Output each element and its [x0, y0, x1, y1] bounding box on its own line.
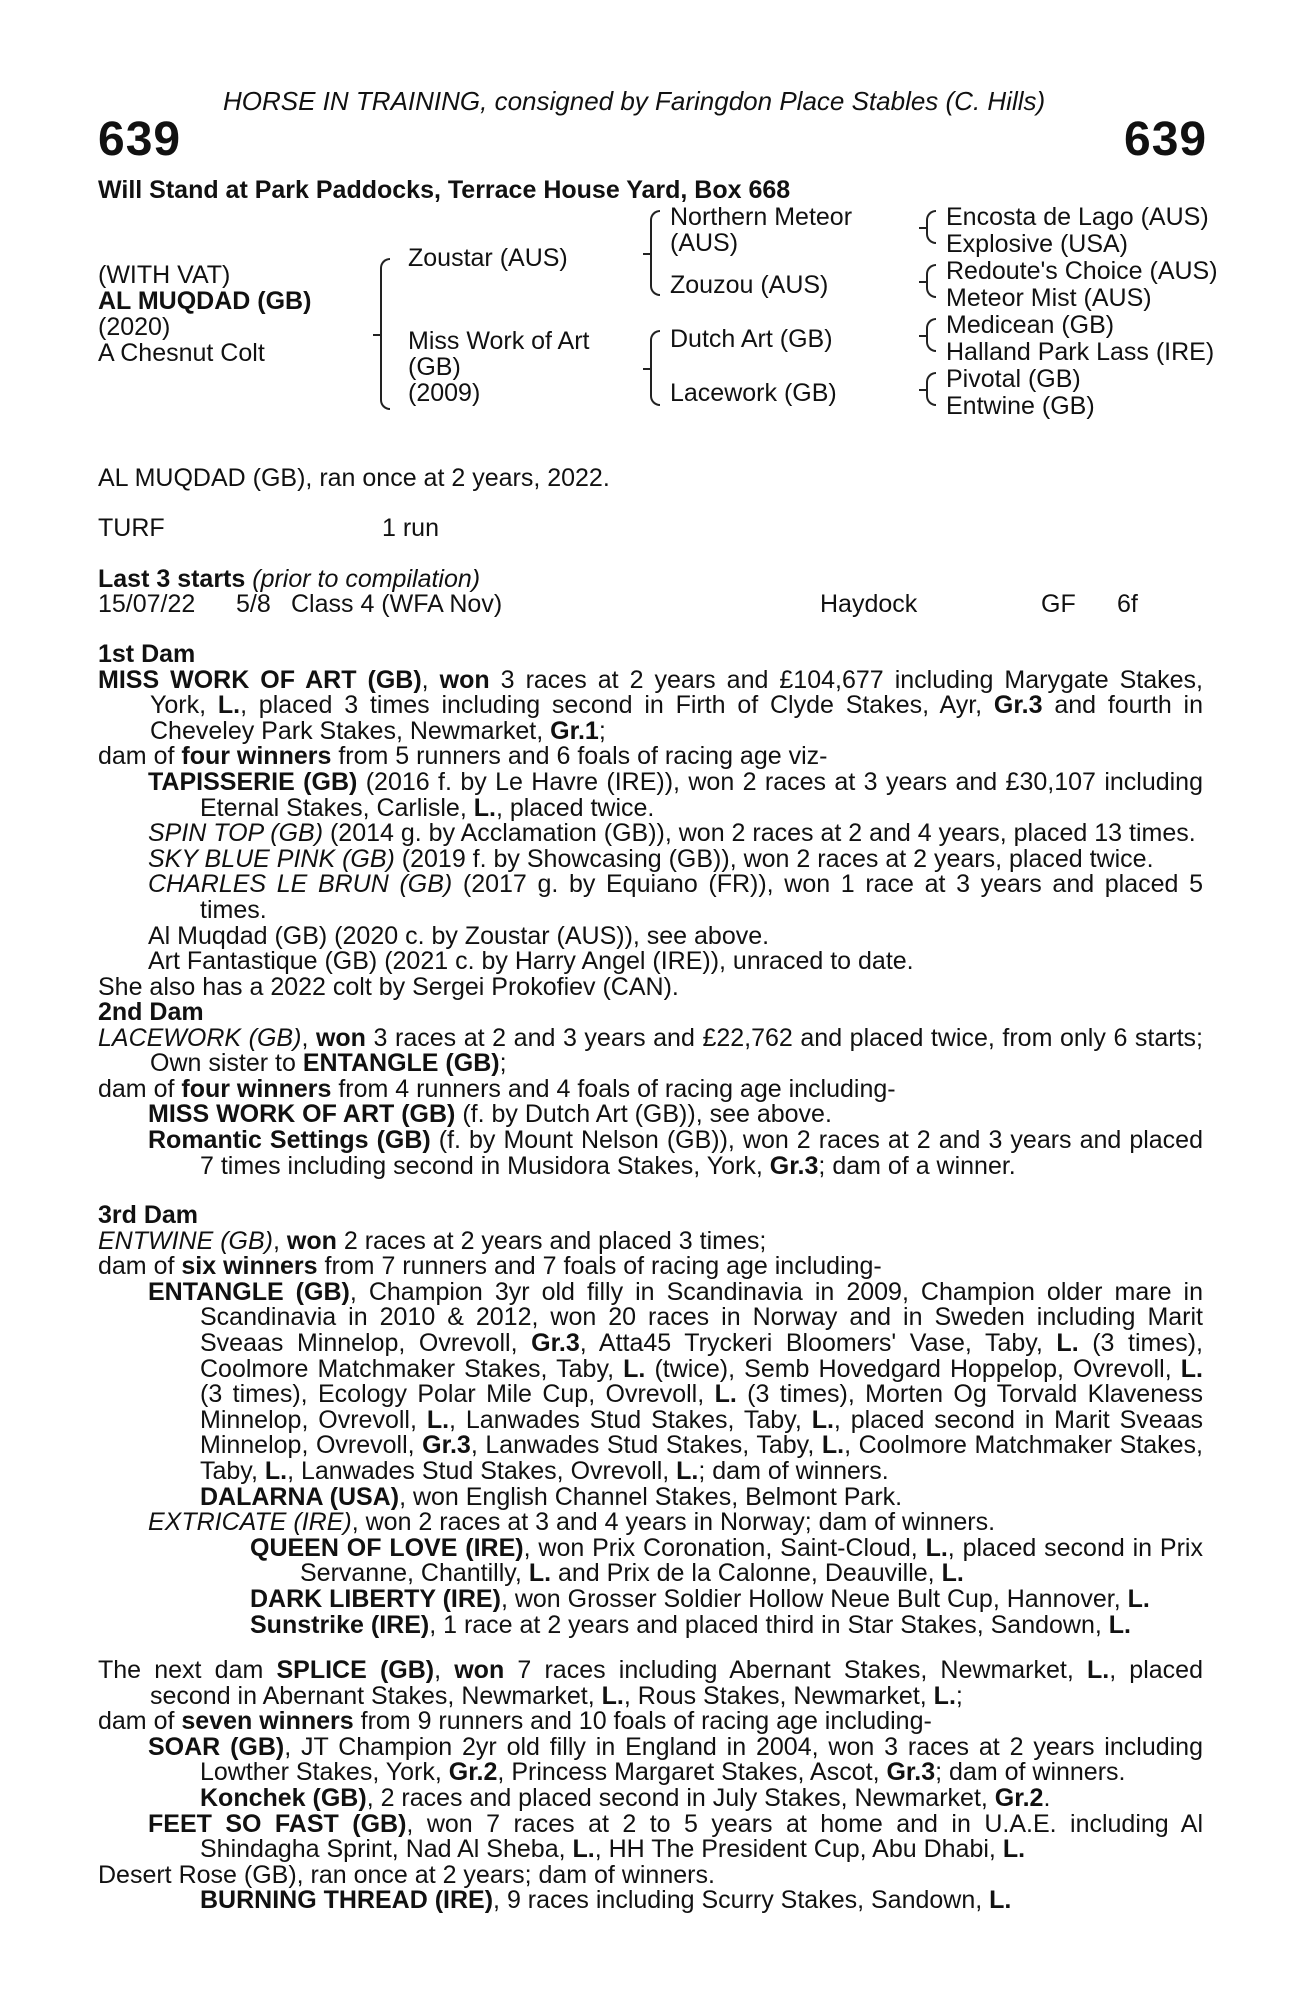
second-dam-won: won: [315, 1023, 366, 1052]
listed-mark: L.: [933, 1681, 956, 1710]
foaling-year: (2020): [98, 313, 171, 341]
horse-description: A Chesnut Colt: [98, 339, 265, 367]
listed-mark: L.: [676, 1456, 699, 1485]
last-starts-note: (prior to compilation): [252, 565, 481, 593]
listed-mark: L.: [1086, 1656, 1110, 1684]
produce-text: , 9 races including Scurry Stakes, Sandown,: [493, 1886, 990, 1915]
first-dam-won: won: [439, 665, 490, 694]
start-going: GF: [1041, 590, 1076, 618]
listed-mark: L.: [572, 1835, 595, 1864]
second-dam-winners: four winners: [181, 1074, 332, 1103]
listed-mark: L.: [1108, 1610, 1131, 1639]
produce-name: DARK LIBERTY (IRE): [250, 1584, 501, 1613]
produce-text: ; dam of winners.: [935, 1758, 1126, 1787]
next-dam-produce-rest: from 9 runners and 10 foals of racing age including-: [353, 1707, 932, 1736]
first-dam-winners: four winners: [181, 742, 332, 771]
listed-mark: L.: [426, 1405, 450, 1434]
start-position: 5/8: [236, 590, 271, 618]
listed-mark: L.: [473, 793, 496, 822]
group-mark: Gr.2: [994, 1783, 1044, 1812]
next-dam-text: ;: [955, 1681, 963, 1710]
next-dam-section: [98, 1658, 1203, 1914]
produce-miss-work-of-art: [98, 1102, 1203, 1128]
produce-text: (2019 f. by Showcasing (GB)), won 2 races at 2 years, placed twice.: [394, 844, 1154, 873]
record-surface: TURF: [98, 514, 165, 542]
produce-dalarna: [98, 1482, 1203, 1511]
pedigree-sire-sire-1: Northern Meteor: [670, 203, 853, 231]
second-dam-section: [98, 1000, 1203, 1179]
produce-tapisserie: [98, 767, 1203, 822]
produce-name: SPIN TOP (GB): [148, 819, 324, 848]
produce-text: , placed second in Marit Sveaas Minnelop, Ovrevoll,: [200, 1405, 1203, 1460]
produce-name: MISS WORK OF ART (GB): [148, 1100, 456, 1129]
next-dam-record: The next dam SPLICE (GB), won 7 races including Abernant Stakes, Newmarket, L., placed second in Abernant Stakes, Newmarket, L., Rous Stakes, Newmarket, L.;: [98, 1656, 1203, 1710]
listed-mark: L.: [821, 1431, 845, 1460]
produce-spin-top: [98, 821, 1203, 847]
first-dam-text: 3 races at 2 years and £104,677 including Marygate Stakes, York,: [150, 665, 1203, 720]
second-dam-produce-intro: [98, 1074, 1203, 1103]
pedigree-brace-5: [926, 264, 936, 298]
produce-desert-rose: Desert Rose (GB), ran once at 2 years; dam of winners.: [98, 1860, 715, 1889]
pedigree-gen3-5: Medicean (GB): [946, 311, 1115, 339]
produce-burning-thread: [98, 1888, 1203, 1914]
group-mark: Gr.3: [993, 691, 1043, 720]
produce-text: , placed second in Prix Servanne, Chantilly,: [300, 1533, 1203, 1588]
produce-text: (3 times), Ecology Polar Mile Cup, Ovrevoll,: [200, 1380, 715, 1409]
produce-text-end: .: [1043, 1783, 1051, 1812]
listed-mark: L.: [217, 691, 241, 720]
produce-name: SKY BLUE PINK (GB): [148, 844, 395, 873]
listed-mark: L.: [1002, 1835, 1026, 1864]
listed-mark: L.: [623, 1354, 646, 1383]
first-dam-title: 1st Dam: [98, 640, 196, 668]
last-starts-heading: [98, 566, 480, 592]
produce-text: , won 7 races at 2 to 5 years at home and in U.A.E. including Al Shindagha Sprint, Nad Al Sheba,: [200, 1809, 1203, 1864]
produce-soar: [98, 1732, 1203, 1787]
produce-konchek: [98, 1783, 1203, 1812]
record-runs: 1 run: [382, 514, 439, 542]
produce-entangle: ENTANGLE (GB), Champion 3yr old filly in Scandinavia in 2009, Champion older mare in Scandinavia in 2010 & 2012, won 20 races in Norway and in Sweden including Marit Sveaas Minnelop, Ovrevoll, Gr.3, Atta45 Tryckeri Bloomers' Vase, Taby, L. (3 times), Coolmore Matchmaker Stakes, Taby, L. (twice), Semb Hovedgard Hoppelop, Ovrevoll, L. (3 times), Ecology Polar Mile Cup, Ovrevoll, L. (3 times), Morten Og Torvald Klaveness Minnelop, Ovrevoll, L., Lanwades Stud Stakes, Taby, L., placed second in Marit Sveaas Minnelop, Ovrevoll, Gr.3, Lanwades Stud Stakes, Taby, L., Coolmore Matchmaker Stakes, Taby, L., Lanwades Stud Stakes, Ovrevoll, L.; dam of winners.: [148, 1277, 1204, 1485]
listed-mark: L.: [601, 1681, 624, 1710]
next-dam-text: 7 races including Abernant Stakes, Newmarket,: [504, 1656, 1087, 1684]
stand-location: Will Stand at Park Paddocks, Terrace House Yard, Box 668: [98, 176, 791, 204]
listed-mark: L.: [811, 1405, 834, 1434]
produce-text: (f. by Dutch Art (GB)), see above.: [455, 1100, 832, 1129]
produce-name: EXTRICATE (IRE): [148, 1508, 352, 1537]
second-dam-text2: ;: [499, 1049, 507, 1078]
start-course: Haydock: [820, 590, 918, 618]
next-dam-name: SPLICE (GB): [276, 1656, 435, 1684]
listed-mark: L.: [941, 1559, 964, 1588]
produce-text: , Lanwades Stud Stakes, Taby,: [470, 1431, 822, 1460]
produce-name: DALARNA (USA): [200, 1482, 400, 1511]
pedigree-gen3-8: Entwine (GB): [946, 392, 1095, 420]
listed-mark: L.: [1180, 1354, 1203, 1383]
produce-text: , Princess Margaret Stakes, Ascot,: [497, 1758, 887, 1787]
listed-mark: L.: [264, 1456, 288, 1485]
produce-text: , Atta45 Tryckeri Bloomers' Vase, Taby,: [579, 1328, 1057, 1357]
produce-art-fantastique: Art Fantastique (GB) (2021 c. by Harry Angel (IRE)), unraced to date.: [148, 947, 914, 976]
pedigree-sire: Zoustar (AUS): [408, 244, 568, 272]
pedigree-dam-2: (GB): [408, 353, 461, 381]
produce-name: CHARLES LE BRUN (GB): [148, 870, 453, 899]
first-dam-section: [98, 642, 1203, 1000]
third-dam-won: won: [286, 1226, 337, 1255]
start-date: 15/07/22: [98, 590, 196, 618]
group-mark: Gr.1: [550, 716, 599, 745]
produce-feet-so-fast: [98, 1809, 1203, 1864]
lot-number-right: 639: [1124, 113, 1208, 166]
listed-mark: L.: [989, 1886, 1012, 1915]
first-dam-text3: and fourth in Cheveley Park Stakes, Newmarket,: [150, 691, 1203, 745]
produce-text: , Coolmore Matchmaker Stakes, Taby,: [200, 1431, 1203, 1485]
third-dam-record: ENTWINE (GB), won 2 races at 2 years and placed 3 times;: [98, 1226, 767, 1255]
pedigree-gen3-1: Encosta de Lago (AUS): [946, 203, 1209, 231]
next-dam-produce-intro: [98, 1709, 1203, 1735]
pedigree-brace-6: [926, 318, 936, 352]
produce-text: (twice), Semb Hovedgard Hoppelop, Ovrevoll,: [645, 1354, 1181, 1383]
produce-text: (2016 f. by Le Havre (IRE)), won 2 races at 3 years and £30,107 including Eternal Stakes, Carlisle,: [200, 767, 1203, 822]
produce-romantic-settings: [98, 1125, 1203, 1180]
produce-text: ; dam of winners.: [698, 1456, 889, 1485]
produce-name: Romantic Settings (GB): [148, 1125, 431, 1154]
second-dam-text: 3 races at 2 and 3 years and £22,762 and placed twice, from only 6 starts; Own sister to: [150, 1023, 1203, 1078]
produce-queen-of-love: [98, 1533, 1203, 1588]
third-dam-winners: six winners: [181, 1252, 318, 1281]
produce-text: , 1 race at 2 years and placed third in Star Stakes, Sandown,: [429, 1610, 1109, 1639]
next-dam-text: , placed second in Abernant Stakes, Newmarket,: [150, 1656, 1203, 1710]
produce-name: TAPISSERIE (GB): [148, 767, 358, 796]
produce-sunstrike: [98, 1610, 1203, 1639]
produce-name: SOAR (GB): [148, 1732, 285, 1761]
produce-text: , 2 races and placed second in July Stakes, Newmarket,: [366, 1783, 995, 1812]
third-dam-produce-intro: [98, 1254, 1203, 1280]
produce-text: , won Grosser Soldier Hollow Neue Bult Cup, Hannover,: [500, 1584, 1128, 1613]
second-dam-record: LACEWORK (GB), won 3 races at 2 and 3 years and £22,762 and placed twice, from only 6 starts; Own sister to ENTANGLE (GB);: [98, 1023, 1203, 1078]
produce-text: , Lanwades Stud Stakes, Ovrevoll,: [287, 1456, 677, 1485]
next-dam-winners: seven winners: [181, 1707, 354, 1736]
first-dam-name: MISS WORK OF ART (GB): [98, 665, 422, 694]
produce-name: FEET SO FAST (GB): [148, 1809, 407, 1838]
produce-dark-liberty: [98, 1584, 1203, 1613]
listed-mark: L.: [1127, 1584, 1150, 1613]
listed-mark: L.: [528, 1559, 552, 1588]
last-starts-title: Last 3 starts: [98, 565, 246, 593]
third-dam-text: 2 races at 2 years and placed 3 times;: [336, 1226, 767, 1255]
group-mark: Gr.3: [531, 1328, 580, 1357]
pedigree-sire-dam: Zouzou (AUS): [670, 271, 829, 299]
third-dam-section: [98, 1203, 1203, 1638]
produce-text: , Lanwades Stud Stakes, Taby,: [449, 1405, 812, 1434]
produce-name: Konchek (GB): [200, 1783, 367, 1812]
pedigree-gen3-7: Pivotal (GB): [946, 365, 1081, 393]
listed-mark: L.: [714, 1380, 737, 1409]
group-mark: Gr.3: [769, 1151, 819, 1180]
produce-text: and Prix de la Calonne, Deauville,: [551, 1559, 942, 1588]
pedigree-gen3-4: Meteor Mist (AUS): [946, 284, 1152, 312]
start-distance: 6f: [1117, 590, 1138, 618]
second-dam-name: LACEWORK (GB): [98, 1023, 302, 1052]
produce-al-muqdad: Al Muqdad (GB) (2020 c. by Zoustar (AUS)), see above.: [148, 921, 770, 950]
produce-extricate: [98, 1510, 1203, 1536]
produce-text: , won Prix Coronation, Saint-Cloud,: [523, 1533, 926, 1562]
produce-text: (f. by Mount Nelson (GB)), won 2 races at 2 and 3 years and placed 7 times including second in Musidora Stakes, York,: [200, 1125, 1203, 1180]
pedigree-brace-7: [926, 372, 936, 406]
second-dam-produce-rest: from 4 runners and 4 foals of racing age including-: [331, 1074, 896, 1103]
listed-mark: L.: [1056, 1328, 1079, 1357]
group-mark: Gr.3: [422, 1431, 471, 1460]
group-mark: Gr.3: [886, 1758, 936, 1787]
start-race: Class 4 (WFA Nov): [291, 590, 503, 618]
first-dam-text2: , placed 3 times including second in Firth of Clyde Stakes, Ayr,: [240, 691, 994, 720]
produce-text: , won English Channel Stakes, Belmont Park.: [399, 1482, 903, 1511]
produce-name: Sunstrike (IRE): [250, 1610, 430, 1639]
pedigree-dam-dam: Lacework (GB): [670, 379, 837, 407]
produce-text-end: , placed twice.: [495, 793, 655, 822]
horse-name: AL MUQDAD (GB): [98, 287, 312, 315]
pedigree-brace-4: [926, 210, 936, 244]
pedigree-dam-3: (2009): [408, 379, 481, 407]
produce-name: BURNING THREAD (IRE): [200, 1886, 494, 1915]
first-dam-record: MISS WORK OF ART (GB), won 3 races at 2 years and £104,677 including Marygate Stakes, York, L., placed 3 times including second in Firth of Clyde Stakes, Ayr, Gr.3 and fourth in Cheveley Park Stakes, Newmarket, Gr.1;: [98, 665, 1203, 745]
dam-of-label: dam of: [98, 1252, 182, 1281]
next-dam-won: won: [454, 1656, 505, 1684]
vat-note: (WITH VAT): [98, 261, 231, 289]
dam-of-label: dam of: [98, 1074, 182, 1103]
pedigree-dam-sire: Dutch Art (GB): [670, 325, 833, 353]
listed-mark: L.: [925, 1533, 948, 1562]
produce-text: (3 times), Morten Og Torvald Klaveness Minnelop, Ovrevoll,: [200, 1380, 1204, 1434]
first-dam-text4: ;: [598, 716, 606, 745]
produce-charles-le-brun: [98, 872, 1203, 923]
pedigree-gen3-2: Explosive (USA): [946, 230, 1128, 258]
produce-name: ENTANGLE (GB): [148, 1277, 350, 1306]
first-dam-also: She also has a 2022 colt by Sergei Prokofiev (CAN).: [98, 972, 679, 1001]
next-dam-intro: The next dam: [98, 1656, 277, 1684]
first-dam-produce-rest: from 5 runners and 6 foals of racing age viz-: [331, 742, 828, 771]
dam-of-label: dam of: [98, 742, 182, 771]
consignment-header: HORSE IN TRAINING, consigned by Faringdon Place Stables (C. Hills): [223, 86, 1046, 116]
produce-name: QUEEN OF LOVE (IRE): [250, 1533, 524, 1562]
third-dam-name: ENTWINE (GB): [98, 1226, 273, 1255]
pedigree-brace-3: [650, 330, 660, 406]
group-mark: Gr.2: [448, 1758, 498, 1787]
second-dam-sister: ENTANGLE (GB): [302, 1049, 500, 1078]
pedigree-gen3-3: Redoute's Choice (AUS): [946, 257, 1218, 285]
produce-text: , won 2 races at 3 and 4 years in Norway; dam of winners.: [351, 1508, 996, 1537]
race-summary: AL MUQDAD (GB), ran once at 2 years, 2022.: [98, 464, 610, 492]
produce-text-end: ; dam of a winner.: [818, 1151, 1016, 1180]
pedigree-gen3-6: Halland Park Lass (IRE): [946, 338, 1215, 366]
third-dam-title: 3rd Dam: [98, 1201, 199, 1229]
pedigree-brace-1: [380, 258, 390, 410]
produce-text: (2017 g. by Equiano (FR)), won 1 race at 3 years and placed 5 times.: [200, 870, 1203, 924]
produce-text: , JT Champion 2yr old filly in England in 2004, won 3 races at 2 years including Lowther Stakes, York,: [200, 1732, 1203, 1787]
produce-text: Champion 3yr old filly in Scandinavia in 2009, Champion older mare in Scandinavia in 2010 & 2012, won 20 races in Norway and in Sweden including Marit Sveaas Minnelop, Ovrevoll,: [200, 1277, 1203, 1357]
second-dam-title: 2nd Dam: [98, 998, 204, 1026]
pedigree-sire-sire-2: (AUS): [670, 229, 739, 257]
dam-of-label: dam of: [98, 1707, 182, 1736]
produce-sky-blue-pink: [98, 844, 1203, 873]
produce-text: (2014 g. by Acclamation (GB)), won 2 races at 2 and 4 years, placed 13 times.: [323, 819, 1196, 848]
pedigree-brace-2: [650, 210, 660, 296]
next-dam-text: , Rous Stakes, Newmarket,: [623, 1681, 934, 1710]
produce-text: , HH The President Cup, Abu Dhabi,: [594, 1835, 1003, 1864]
lot-number-left: 639: [98, 113, 182, 166]
third-dam-produce-rest: from 7 runners and 7 foals of racing age including-: [317, 1252, 882, 1281]
first-dam-produce-intro: [98, 744, 1203, 770]
pedigree-dam-1: Miss Work of Art: [408, 327, 590, 355]
produce-text: (3 times), Coolmore Matchmaker Stakes, Taby,: [200, 1328, 1204, 1383]
